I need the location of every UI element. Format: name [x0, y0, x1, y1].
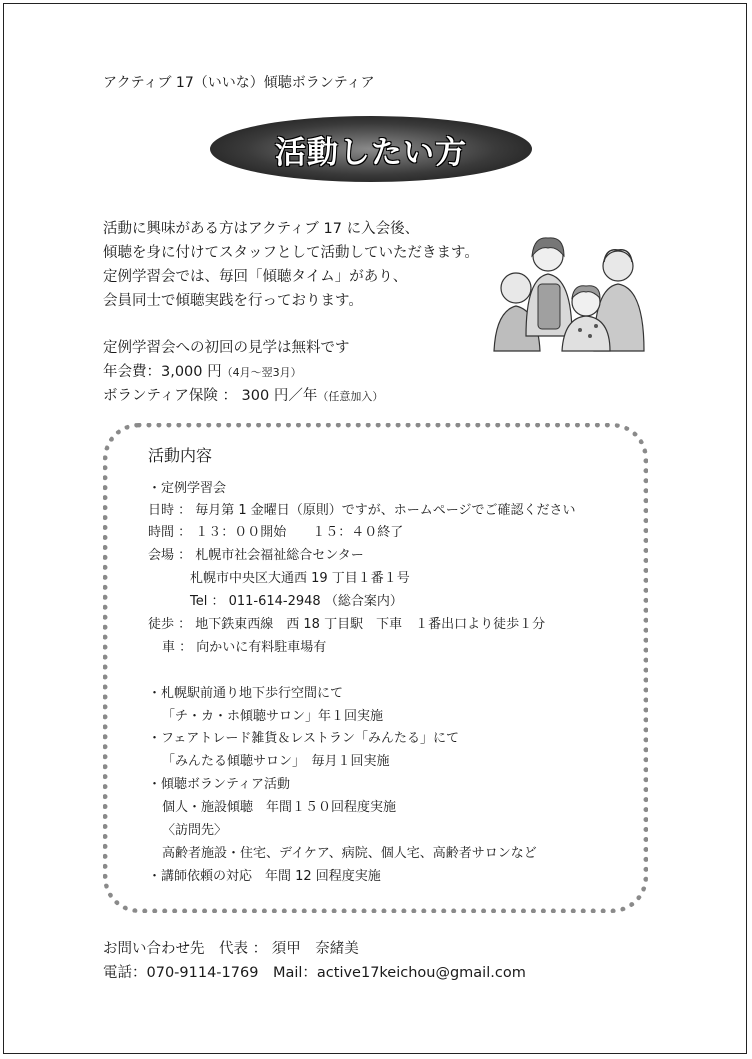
annual-fee [103, 360, 302, 381]
insurance-note: （任意加入） [317, 390, 384, 403]
activity-line: 日時 ： 毎月第 1 金曜日（原則）ですが、ホームページでご確認ください [148, 503, 576, 518]
activity-line: 個人・施設傾聴 年間１５０回程度実施 [162, 800, 397, 815]
activity-line: 会場 ： 札幌市社会福祉総合センター [148, 548, 364, 563]
intro-line: 活動に興味がある方はアクティブ 17 に入会後、 [103, 221, 420, 237]
activity-line: 札幌市中央区大通西 19 丁目１番１号 [190, 571, 410, 586]
activity-line: ・定例学習会 [148, 481, 227, 496]
org-line: アクティブ 17（いいな）傾聴ボランティア [103, 75, 375, 91]
insurance-value: ボランティア保険 ： 300 円／年 [103, 388, 318, 404]
activity-line: 時間 ： １３：００開始 １５：４０終了 [148, 525, 404, 540]
activity-line: 「チ・カ・ホ傾聴サロン」年１回実施 [162, 709, 384, 724]
activity-line: ・フェアトレード雑貨＆レストラン「みんたる」にて [148, 731, 459, 746]
title-banner [210, 116, 532, 182]
activity-line: ・傾聴ボランティア活動 [148, 777, 290, 792]
activity-line: 徒歩 ： 地下鉄東西線 西 18 丁目駅 下車 １番出口より徒歩１分 [148, 617, 546, 632]
annual-fee-value: 年会費：3,000 円 [103, 364, 222, 380]
tour-free: 定例学習会への初回の見学は無料です [103, 340, 350, 356]
activity-line: ・講師依頼の対応 年間 12 回程度実施 [148, 869, 381, 884]
contact-person: お問い合わせ先 代表 ： 須甲 奈緒美 [103, 941, 359, 957]
elderly-group-icon [486, 226, 646, 356]
insurance [103, 384, 383, 405]
intro-line: 定例学習会では、毎回「傾聴タイム」があり、 [103, 269, 408, 285]
activity-line: 〈訪問先〉 [162, 823, 228, 838]
annual-fee-note: （4月～翌3月） [221, 366, 302, 379]
activities-box [103, 423, 648, 913]
intro-line: 会員同士で傾聴実践を行っております。 [103, 293, 363, 309]
intro-line: 傾聴を身に付けてスタッフとして活動していただきます。 [103, 245, 479, 261]
activity-line: 高齢者施設・住宅、デイケア、病院、個人宅、高齢者サロンなど [162, 846, 537, 861]
activity-line: 車 ： 向かいに有料駐車場有 [162, 640, 327, 655]
activity-line: ・札幌駅前通り地下歩行空間にて [148, 686, 344, 701]
activity-line: Tel ： 011-614-2948 （総合案内） [190, 594, 403, 609]
page-title: 活動したい方 [275, 134, 467, 171]
activities-heading: 活動内容 [148, 446, 213, 465]
contact-phone-mail: 電話：070-9114-1769 Mail：active17keichou@gmail.com [103, 965, 526, 981]
activity-line: 「みんたる傾聴サロン」 毎月１回実施 [162, 754, 390, 769]
